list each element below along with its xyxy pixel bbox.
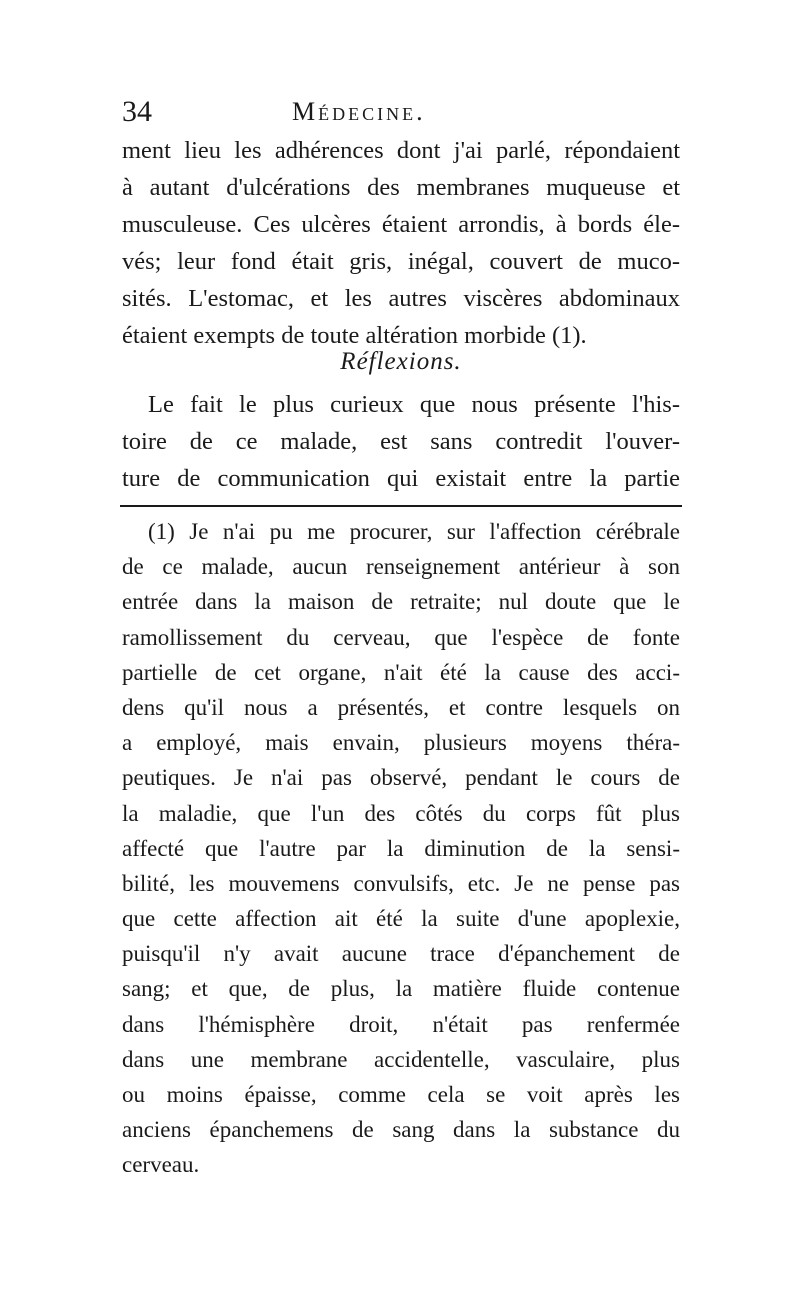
- section-heading: Réflexions.: [340, 348, 462, 375]
- footnote-line: la maladie, que l'un des côtés du corps fût plus: [122, 800, 680, 826]
- footnote: [122, 514, 680, 1183]
- footnote-separator: [120, 505, 682, 507]
- footnote-line: de ce malade, aucun renseignement antérieur à son: [122, 554, 680, 580]
- footnote-line: partielle de cet organe, n'ait été la cause des acci-: [122, 659, 680, 685]
- footnote-line: dens qu'il nous a présentés, et contre lesquels on: [122, 694, 680, 720]
- footnote-line: (1) Je n'ai pu me procurer, sur l'affection cérébrale: [148, 519, 680, 544]
- page-number: 34: [122, 95, 152, 128]
- footnote-line: anciens épanchemens de sang dans la substance du: [122, 1117, 680, 1143]
- text-line: étaient exempts de toute altération morbide (1).: [122, 322, 587, 349]
- footnote-line: dans une membrane accidentelle, vasculaire, plus: [122, 1046, 680, 1072]
- footnote-line: bilité, les mouvemens convulsifs, etc. Je ne pense pas: [122, 870, 680, 896]
- text-line: Le fait le plus curieux que nous présente l'his-: [148, 391, 680, 418]
- footnote-line: que cette affection ait été la suite d'une apoplexie,: [122, 906, 680, 932]
- text-line: vés; leur fond était gris, inégal, couvert de muco-: [122, 248, 680, 275]
- footnote-line: puisqu'il n'y avait aucune trace d'épanchement de: [122, 941, 680, 967]
- footnote-line: peutiques. Je n'ai pas observé, pendant le cours de: [122, 765, 680, 791]
- footnote-line: ou moins épaisse, comme cela se voit après les: [122, 1082, 680, 1107]
- footnote-line: affecté que l'autre par la diminution de la sensi-: [122, 835, 680, 861]
- footnote-line: dans l'hémisphère droit, n'était pas renfermée: [122, 1011, 680, 1037]
- text-line: sités. L'estomac, et les autres viscères abdominaux: [122, 285, 680, 312]
- text-line: toire de ce malade, est sans contredit l'ouver-: [122, 428, 680, 455]
- footnote-line: ramollissement du cerveau, que l'espèce de fonte: [122, 624, 680, 650]
- footnote-line: entrée dans la maison de retraite; nul doute que le: [122, 589, 680, 615]
- text-line: à autant d'ulcérations des membranes muqueuse et: [122, 174, 680, 201]
- text-line: ment lieu les adhérences dont j'ai parlé, répondaient: [122, 137, 680, 164]
- running-head: [122, 92, 682, 132]
- text-line: ture de communication qui existait entre la partie: [122, 465, 680, 492]
- running-title: Médecine.: [292, 97, 426, 126]
- footnote-line: a employé, mais envain, plusieurs moyens théra-: [122, 730, 680, 756]
- paragraph-reflexions: [122, 386, 680, 497]
- text-line: musculeuse. Ces ulcères étaient arrondis, à bords éle-: [122, 211, 680, 238]
- footnote-line: cerveau.: [122, 1152, 200, 1178]
- footnote-line: sang; et que, de plus, la matière fluide contenue: [122, 976, 680, 1002]
- paragraph-continuation: [122, 132, 680, 354]
